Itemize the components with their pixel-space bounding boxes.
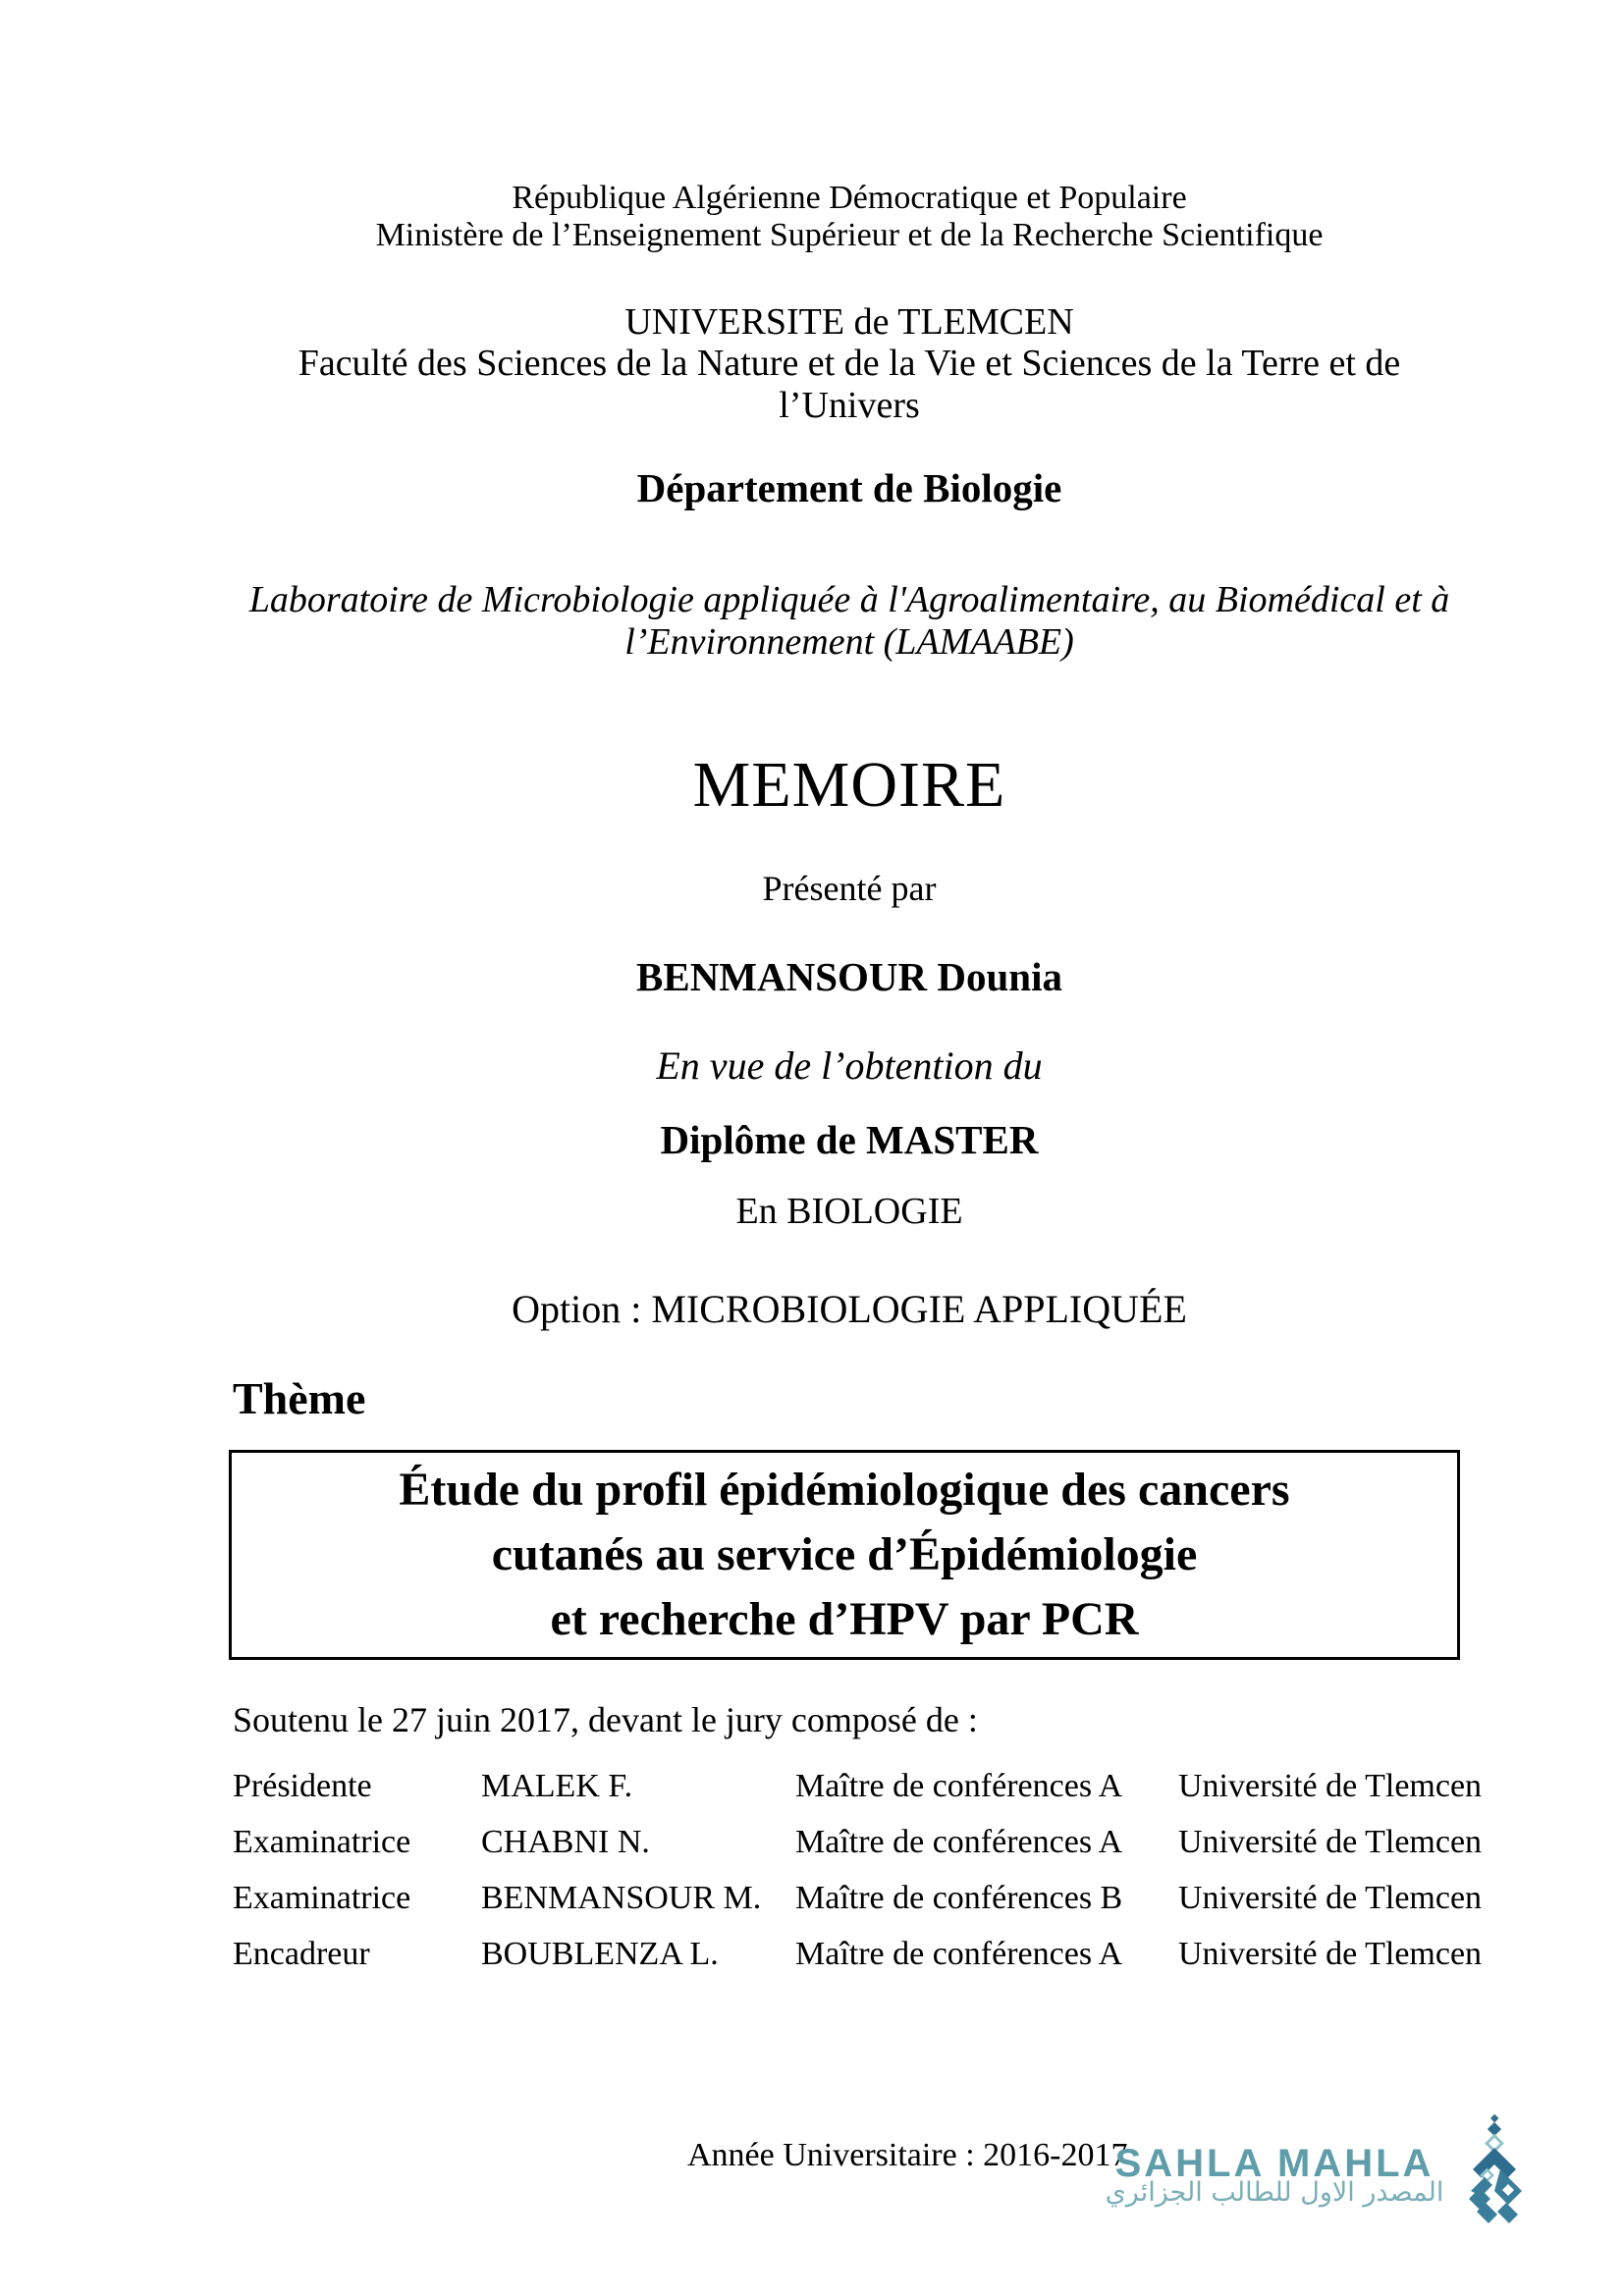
sahla-mahla-brand-text: SAHLA MAHLA (1114, 2142, 1435, 2185)
jury-institution: Université de Tlemcen (1178, 1768, 1483, 1804)
degree-purpose-line: En vue de l’obtention du (656, 1043, 1043, 1088)
jury-role: Présidente (233, 1768, 372, 1804)
thesis-title-box (229, 1450, 1460, 1660)
defense-intro-line: Soutenu le 27 juin 2017, devant le jury composé de : (233, 1700, 978, 1739)
faculty-name-line2: l’Univers (779, 385, 920, 426)
jury-role: Examinatrice (233, 1824, 411, 1860)
jury-institution: Université de Tlemcen (1178, 1824, 1483, 1860)
author-name: BENMANSOUR Dounia (636, 954, 1062, 999)
jury-institution: Université de Tlemcen (1178, 1936, 1483, 1972)
jury-name: CHABNI N. (481, 1824, 650, 1860)
department-name: Département de Biologie (636, 465, 1062, 510)
laboratory-name-line1: Laboratoire de Microbiologie appliquée à l'Agroalimentaire, au Biomédical et à (248, 579, 1450, 620)
jury-grade: Maître de conférences A (795, 1768, 1123, 1804)
degree-option: Option : MICROBIOLOGIE APPLIQUÉE (512, 1287, 1187, 1331)
university-name: UNIVERSITE de TLEMCEN (624, 301, 1074, 343)
sahla-mahla-arabic-tagline: المصدر الاول للطالب الجزائري (1105, 2177, 1444, 2208)
jury-grade: Maître de conférences B (795, 1880, 1123, 1916)
thesis-title-line1: Étude du profil épidémiologique des cancers (399, 1464, 1290, 1516)
ministry-header-line: Ministère de l’Enseignement Supérieur et de la Recherche Scientifique (375, 217, 1324, 253)
sahla-mahla-logo-icon (1459, 2112, 1530, 2230)
jury-institution: Université de Tlemcen (1178, 1880, 1483, 1916)
jury-role: Encadreur (233, 1936, 370, 1972)
presented-by-label: Présenté par (762, 869, 937, 908)
jury-name: MALEK F. (481, 1768, 633, 1804)
jury-grade: Maître de conférences A (795, 1824, 1123, 1860)
theme-label: Thème (233, 1373, 366, 1423)
jury-name: BOUBLENZA L. (481, 1936, 719, 1972)
jury-grade: Maître de conférences A (795, 1936, 1123, 1972)
thesis-title-line2: cutanés au service d’Épidémiologie (491, 1528, 1198, 1580)
jury-role: Examinatrice (233, 1880, 411, 1916)
laboratory-name-line2: l’Environnement (LAMAABE) (624, 621, 1074, 663)
jury-name: BENMANSOUR M. (481, 1880, 762, 1916)
degree-field: En BIOLOGIE (735, 1191, 963, 1232)
document-type-title: MEMOIRE (692, 749, 1006, 821)
republic-header-line: République Algérienne Démocratique et Populaire (512, 180, 1187, 216)
faculty-name-line1: Faculté des Sciences de la Nature et de la Vie et Sciences de la Terre et de (298, 343, 1401, 384)
degree-name: Diplôme de MASTER (660, 1117, 1039, 1162)
academic-year: Année Universitaire : 2016-2017 (687, 2137, 1128, 2173)
thesis-title-line3: et recherche d’HPV par PCR (550, 1593, 1139, 1645)
